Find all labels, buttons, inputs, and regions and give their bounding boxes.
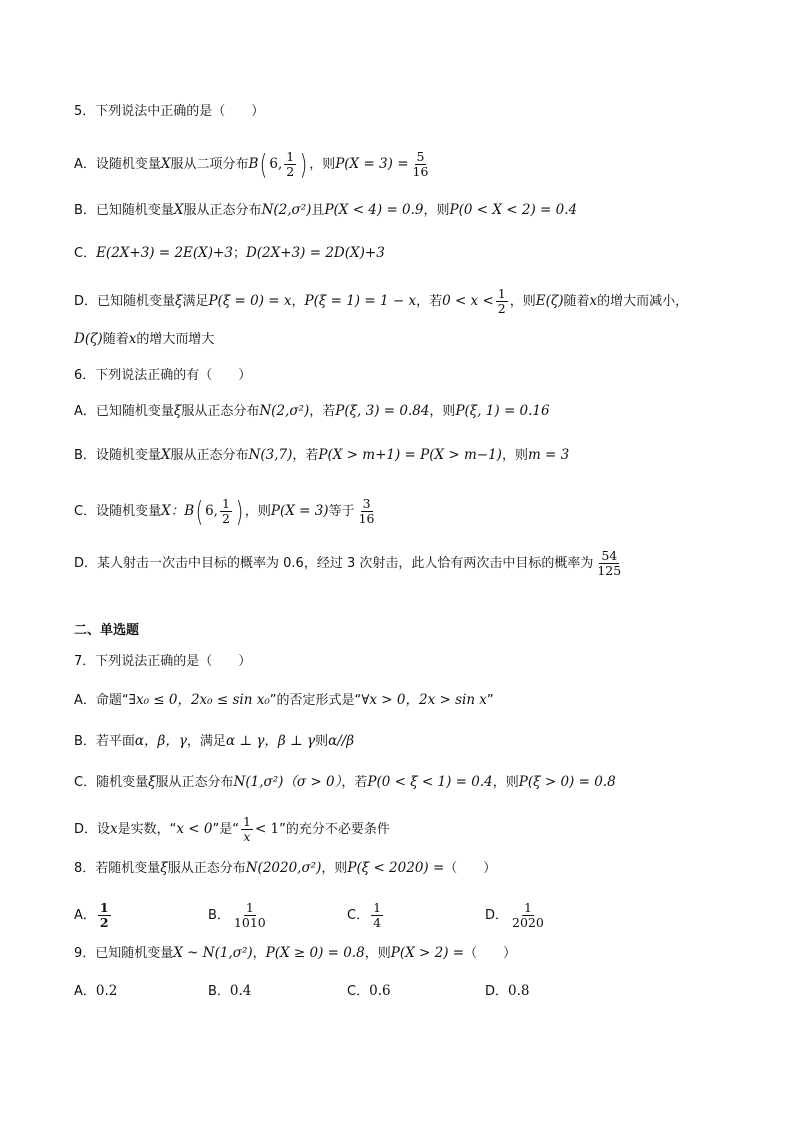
q6-c-equals: 等于 xyxy=(328,504,355,519)
q6-b-then: ，则 xyxy=(501,448,528,463)
normal-dist: N(3,7) xyxy=(248,447,293,463)
q7-d-mid2: ”是“ xyxy=(212,822,239,837)
option-label: C． xyxy=(347,908,370,923)
q7-c-mid: 服从正态分布 xyxy=(155,775,234,790)
q6-b-prefix: B．设随机变量 xyxy=(74,448,161,463)
q9-then: ，则 xyxy=(364,946,391,961)
option-label: B． xyxy=(208,908,230,923)
q6-option-a[interactable] xyxy=(74,401,550,422)
q5-b-mid: 服从正态分布 xyxy=(183,203,262,218)
q7-option-a[interactable] xyxy=(74,690,494,711)
q6-a-result: P(ξ, 1) = 0.16 xyxy=(455,403,550,419)
q8-then: ，则 xyxy=(321,861,348,876)
q6-a-prefix: A．已知随机变量 xyxy=(74,404,174,419)
q5-a-then: ，则 xyxy=(309,157,336,172)
option-label: D． xyxy=(485,908,509,923)
q8-option-d[interactable] xyxy=(485,901,548,930)
right-paren: ) xyxy=(235,494,244,528)
q5-d-p1: P(ξ = 1) = 1 − x xyxy=(304,293,417,309)
q7-d-mid: 是实数，“ xyxy=(117,822,177,837)
q6-option-c[interactable] xyxy=(74,494,379,528)
q7-c-prefix: C．随机变量 xyxy=(74,775,149,790)
q5-d-then: ，则 xyxy=(509,294,536,309)
q7-a-mid: ”的否定形式是“ xyxy=(269,693,362,708)
q5-stem: 5．下列说法中正确的是（ ） xyxy=(74,104,265,119)
q6-a-mid: 服从正态分布 xyxy=(181,404,260,419)
normal-dist: N(1,σ²) xyxy=(233,774,284,790)
q6-d-text: D．某人射击一次击中目标的概率为 0.6，经过 3 次射击，此人恰有两次击中目标的概率为 xyxy=(74,556,594,571)
q9-comma: ， xyxy=(252,946,266,961)
q5-c-expectation: E(2X+3) = 2E(X)+3 xyxy=(96,245,233,261)
q8-option-b[interactable] xyxy=(208,901,270,930)
q6-b-cond: P(X > m+1) = P(X > m−1) xyxy=(318,447,502,463)
q9-cond: P(X ≥ 0) = 0.8 xyxy=(265,945,365,961)
q9-option-d[interactable] xyxy=(485,981,530,1002)
q5-option-a[interactable] xyxy=(74,147,432,181)
q8-mid: 服从正态分布 xyxy=(167,861,246,876)
q6-stem: 6．下列说法正确的有（ ） xyxy=(74,368,252,383)
q7-c-then: ，则 xyxy=(492,775,519,790)
fraction-1-over-x: $\frac{1}{x}$ xyxy=(242,814,251,844)
q5-b-prefix: B．已知随机变量 xyxy=(74,203,174,218)
q7-option-d[interactable] xyxy=(74,815,390,844)
var-x-lower: x xyxy=(589,293,598,309)
q7-a-negation: ∀x > 0，2x > sin x xyxy=(361,692,487,708)
q5-d2-increase: 的增大而增大 xyxy=(136,332,215,347)
q7-option-c[interactable] xyxy=(74,772,616,793)
option-label: C． xyxy=(347,984,370,999)
var-x: X xyxy=(173,202,184,218)
q6-option-d[interactable] xyxy=(74,549,625,578)
q7-c-result: P(ξ > 0) = 0.8 xyxy=(518,774,616,790)
normal-dist: N(2,σ²) xyxy=(261,202,312,218)
fraction-1-2: $\frac{1}{2}$ xyxy=(99,900,109,930)
normal-dist: X ~ N(1,σ²) xyxy=(173,945,253,961)
fraction-half: $\frac{1}{2}$ xyxy=(497,286,506,316)
q5-a-prob: P(X = 3) = xyxy=(335,156,409,172)
q7-option-b[interactable] xyxy=(74,731,354,752)
q5-c-variance: D(2X+3) = 2D(X)+3 xyxy=(245,245,385,261)
option-label: A． xyxy=(74,908,96,923)
binomial-b: B xyxy=(248,156,259,172)
q6-c-then: ，则 xyxy=(244,504,271,519)
left-paren: ( xyxy=(195,494,204,528)
q7-a-prefix: A．命题“ xyxy=(74,693,129,708)
q9-option-a[interactable] xyxy=(74,981,117,1002)
section-heading: 二、单选题 xyxy=(74,623,140,638)
var-xi: ξ xyxy=(173,403,182,419)
fraction-54-125: $\frac{54}{125}$ xyxy=(597,548,622,578)
binomial-args: 6, xyxy=(205,503,218,519)
option-label: D． xyxy=(485,984,509,999)
q8-prob: P(ξ < 2020) = xyxy=(347,860,445,876)
q5-a-mid: 服从二项分布 xyxy=(170,157,249,172)
q5-b-and: 且 xyxy=(311,203,325,218)
q7-b-result: α//β xyxy=(328,733,355,749)
fraction-1-4: $\frac{1}{4}$ xyxy=(373,900,382,930)
fraction-1-1010: $\frac{1}{1010}$ xyxy=(233,900,266,930)
q7-stem: 7．下列说法正确的是（ ） xyxy=(74,654,252,669)
q5-d-with: 随着 xyxy=(563,294,590,309)
q7-b-prefix: B．若平面 xyxy=(74,734,135,749)
var-xi: ξ xyxy=(148,774,156,790)
fraction-3-16: $\frac{3}{16}$ xyxy=(358,496,375,526)
q9-prob: P(X > 2) = xyxy=(390,945,465,961)
q9-option-b[interactable] xyxy=(208,981,251,1002)
left-paren: ( xyxy=(260,147,268,181)
q5-d-p0: P(ξ = 0) = x xyxy=(208,293,292,309)
q6-a-then: ，则 xyxy=(429,404,456,419)
q7-a-prop: ∃x₀ ≤ 0，2x₀ ≤ sin x₀ xyxy=(128,692,270,708)
q6-c-prefix: C．设随机变量 xyxy=(74,504,162,519)
option-value: 0.6 xyxy=(369,983,391,999)
q6-option-b[interactable] xyxy=(74,445,569,466)
q5-b-then: ，则 xyxy=(423,203,450,218)
option-value: 0.8 xyxy=(508,983,530,999)
option-value: 0.2 xyxy=(95,983,118,999)
q5-c-sep: ； xyxy=(232,246,246,261)
q5-a-prefix: A．设随机变量 xyxy=(74,157,161,172)
q7-c-sigma: （σ > 0） xyxy=(283,774,342,790)
option-value: 0.4 xyxy=(229,983,252,999)
q5-b-cond: P(X < 4) = 0.9 xyxy=(324,202,424,218)
var-x-lower: x xyxy=(110,821,118,837)
fraction-1-2020: $\frac{1}{2020}$ xyxy=(512,900,544,930)
q5-d2-with: 随着 xyxy=(102,332,129,347)
q7-b-then: 则 xyxy=(315,734,329,749)
var-xi: ξ xyxy=(175,293,183,309)
q7-c-cond: P(0 < ξ < 1) = 0.4 xyxy=(367,774,493,790)
right-paren: ) xyxy=(299,147,308,181)
q6-b-mid: 服从正态分布 xyxy=(170,448,249,463)
q6-a-cond: P(ξ, 3) = 0.84 xyxy=(335,403,430,419)
var-xi: ξ xyxy=(160,860,168,876)
normal-dist: N(2020,σ²) xyxy=(245,860,322,876)
q7-d-cond: x < 0 xyxy=(176,821,213,837)
normal-dist: N(2,σ²) xyxy=(259,403,310,419)
q9-blank: （ ） xyxy=(464,946,517,961)
q8-stem xyxy=(74,858,496,879)
binomial-args: 6, xyxy=(269,156,283,172)
q8-option-c[interactable] xyxy=(347,901,385,930)
q6-b-result: m = 3 xyxy=(527,447,570,463)
q7-d-lt: < 1 xyxy=(254,821,280,837)
var-x: X xyxy=(160,447,171,463)
q7-b-cond: α ⊥ γ，β ⊥ γ xyxy=(225,733,316,749)
option-label: A． xyxy=(74,984,96,999)
q6-c-prob: P(X = 3) xyxy=(270,503,329,519)
q5-d-prefix: D．已知随机变量 xyxy=(74,294,176,309)
q5-c-prefix: C． xyxy=(74,246,97,261)
q8-option-a[interactable] xyxy=(74,901,113,930)
option-label: B． xyxy=(208,984,230,999)
q7-a-end: ” xyxy=(486,693,494,708)
q5-d-variance: D(ζ) xyxy=(74,331,103,347)
q5-d-if: ，若 xyxy=(416,294,443,309)
var-x-lower: x xyxy=(128,331,137,347)
q5-d-decrease: 的增大而减小， xyxy=(597,294,689,309)
fraction-half: $\frac{1}{2}$ xyxy=(286,149,295,179)
q5-d-comma: ， xyxy=(291,294,305,309)
q5-d-range: 0 < x < xyxy=(442,293,494,309)
q5-b-result: P(0 < X < 2) = 0.4 xyxy=(449,202,578,218)
q5-option-d[interactable] xyxy=(74,287,688,316)
q8-blank: （ ） xyxy=(444,861,497,876)
q7-d-prefix: D．设 xyxy=(74,822,111,837)
q6-b-if: ，若 xyxy=(292,448,319,463)
q9-prefix: 9．已知随机变量 xyxy=(74,946,174,961)
q5-d-mid: 满足 xyxy=(182,294,209,309)
fraction-5-16: $\frac{5}{16}$ xyxy=(412,149,429,179)
var-x: X xyxy=(160,156,171,172)
q6-a-if: ，若 xyxy=(309,404,336,419)
q9-option-c[interactable] xyxy=(347,981,391,1002)
q5-option-c[interactable] xyxy=(74,243,385,264)
q5-d-expectation: E(ζ) xyxy=(535,293,564,309)
q5-option-d-cont xyxy=(74,329,214,350)
binomial-dist: X：B xyxy=(161,503,195,519)
q7-b-mid: ，满足 xyxy=(186,734,226,749)
q8-prefix: 8．若随机变量 xyxy=(74,861,161,876)
q7-d-end: ”的充分不必要条件 xyxy=(279,822,390,837)
q5-option-b[interactable] xyxy=(74,200,577,221)
q9-stem xyxy=(74,943,516,964)
fraction-half: $\frac{1}{2}$ xyxy=(221,496,230,526)
q7-c-if: ，若 xyxy=(341,775,368,790)
q7-b-planes: α，β，γ xyxy=(134,733,187,749)
